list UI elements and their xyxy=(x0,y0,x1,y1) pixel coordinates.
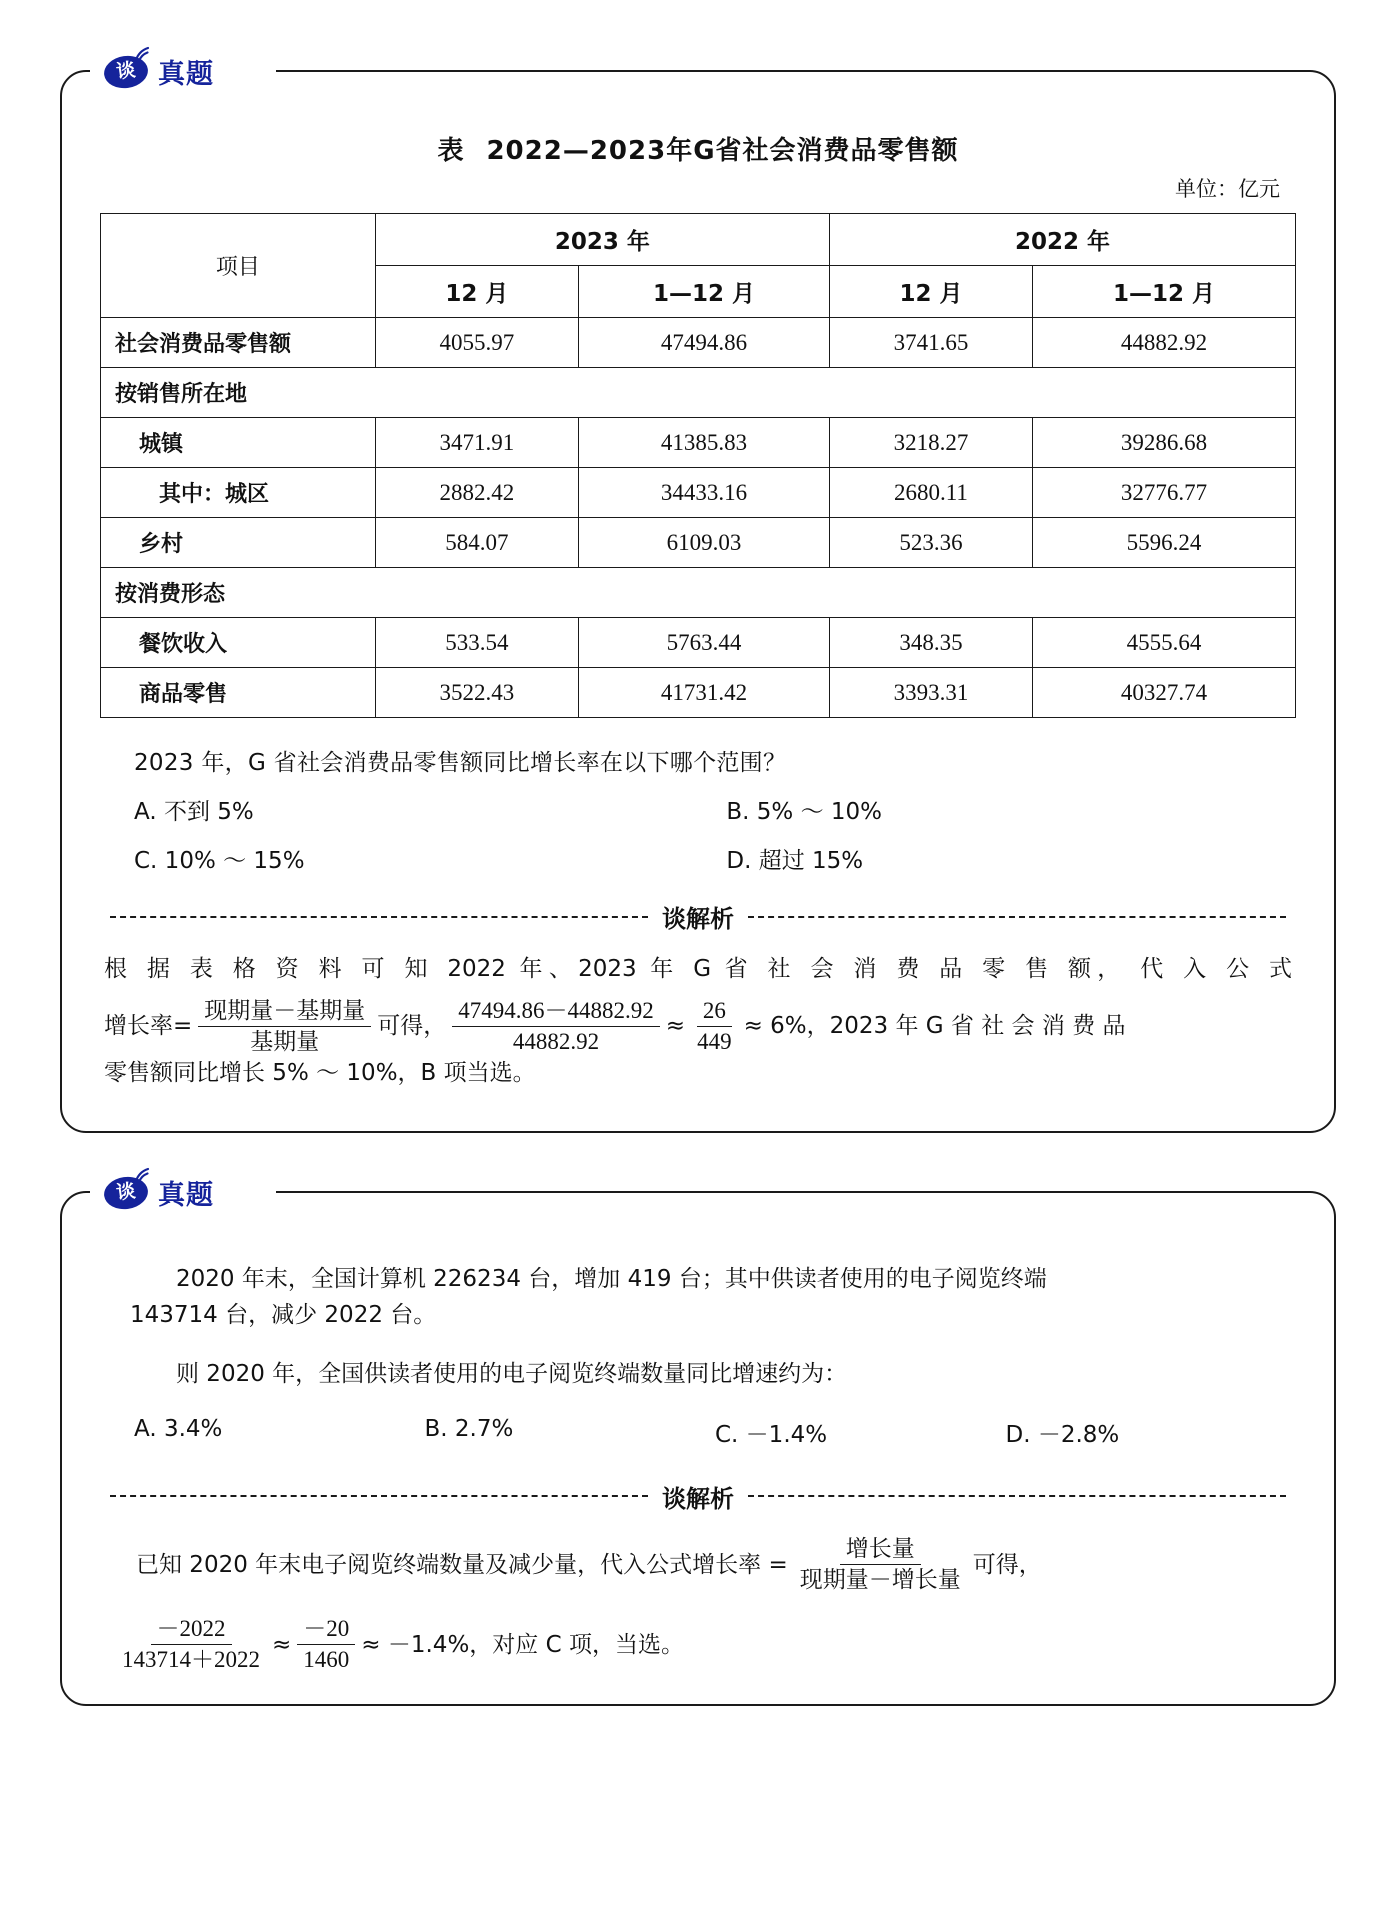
analysis-line-2 xyxy=(110,1616,1286,1674)
cell-value: 3218.27 xyxy=(829,418,1032,468)
growth-rate-label: 增长率= xyxy=(104,1013,193,1040)
table-unit: 单位：亿元 xyxy=(1175,177,1280,201)
fraction-denominator: 1460 xyxy=(303,1647,350,1673)
table-row xyxy=(101,418,1296,468)
table-row xyxy=(101,368,1296,418)
cell-value: 2680.11 xyxy=(829,468,1032,518)
header-2023-dec: 12 月 xyxy=(375,266,578,318)
analysis-line-3: 零售额同比增长 5% ～ 10%，B 项当选。 xyxy=(104,1059,536,1086)
fraction-denominator: 143714＋2022 xyxy=(122,1647,260,1673)
cell-value: 584.07 xyxy=(375,518,578,568)
approx-sign-1: ≈ xyxy=(272,1631,292,1658)
analysis-body xyxy=(110,1536,1286,1674)
table-row xyxy=(101,618,1296,668)
option-b[interactable]: B. 2.7% xyxy=(424,1415,514,1442)
wifi-wave-icon xyxy=(133,46,151,64)
row-label: 其中：城区 xyxy=(101,468,376,518)
fraction-numerator: －20 xyxy=(297,1616,355,1645)
cell-value: 2882.42 xyxy=(375,468,578,518)
approx-result: ≈ －1.4%， xyxy=(361,1631,493,1658)
cell-value: 6109.03 xyxy=(578,518,829,568)
cell-value: 41385.83 xyxy=(578,418,829,468)
fraction-numerator: 现期量－基期量 xyxy=(198,998,371,1027)
question-card-2 xyxy=(60,1179,1336,1706)
divider-dash-left xyxy=(110,916,648,918)
table-row xyxy=(101,518,1296,568)
cell-value: 39286.68 xyxy=(1033,418,1296,468)
fraction-growth-definition xyxy=(198,998,371,1056)
cell-value: 41731.42 xyxy=(578,668,829,718)
fraction-denominator: 现期量－增长量 xyxy=(799,1567,961,1593)
header-year-2023: 2023 年 xyxy=(375,214,829,266)
analysis-text-1: 已知 2020 年末电子阅览终端数量及减少量，代入公式增长率 = xyxy=(136,1551,788,1578)
cell-value: 348.35 xyxy=(829,618,1032,668)
row-label: 餐饮收入 xyxy=(101,618,376,668)
cell-value: 34433.16 xyxy=(578,468,829,518)
row-section-label: 按销售所在地 xyxy=(101,368,1296,418)
table-row xyxy=(101,468,1296,518)
analysis-tail-1: 2023 年 G 省 社 会 消 费 品 xyxy=(829,1013,1126,1040)
divider-dash-right xyxy=(748,1495,1286,1497)
option-a[interactable]: A. 不到 5% xyxy=(134,799,254,825)
row-label: 乡村 xyxy=(101,518,376,568)
approx-result: ≈ 6%， xyxy=(743,1013,830,1040)
header-item: 项目 xyxy=(101,214,376,318)
analysis-tail: 对应 C 项，当选。 xyxy=(492,1631,684,1658)
stem-paragraph-2: 则 2020 年，全国供读者使用的电子阅览终端数量同比增速约为： xyxy=(176,1360,848,1387)
cell-value: 44882.92 xyxy=(1033,318,1296,368)
row-label: 商品零售 xyxy=(101,668,376,718)
options-list xyxy=(134,793,1296,875)
fraction-simplified xyxy=(691,998,738,1056)
option-a[interactable]: A. 3.4% xyxy=(134,1415,223,1442)
analysis-body xyxy=(104,952,1292,1091)
cell-value: 4055.97 xyxy=(375,318,578,368)
header-2023-jan-dec: 1—12 月 xyxy=(578,266,829,318)
zhenti-badge xyxy=(98,1163,230,1221)
fraction-computation xyxy=(452,998,660,1056)
analysis-divider xyxy=(110,899,1286,934)
cell-value: 533.54 xyxy=(375,618,578,668)
table-title-prefix: 表 xyxy=(437,136,465,166)
fraction-computation xyxy=(116,1616,266,1674)
fraction-numerator: 增长量 xyxy=(840,1536,921,1565)
analysis-line-1: 根 据 表 格 资 料 可 知 2022 年、2023 年 G 省 社 会 消 费 品 零 售 额， 代 入 公 式 xyxy=(104,956,1292,982)
table-title-text: 2022—2023年G省社会消费品零售额 xyxy=(486,136,959,166)
header-year-2022: 2022 年 xyxy=(829,214,1295,266)
header-2022-jan-dec: 1—12 月 xyxy=(1033,266,1296,318)
fraction-numerator: －2022 xyxy=(151,1616,232,1645)
logo-icon xyxy=(104,48,150,94)
table-row xyxy=(101,668,1296,718)
row-label: 城镇 xyxy=(101,418,376,468)
fraction-numerator: 47494.86－44882.92 xyxy=(452,998,660,1027)
row-section-label: 按消费形态 xyxy=(101,568,1296,618)
fraction-growth-definition xyxy=(794,1536,967,1594)
fraction-simplified xyxy=(297,1616,355,1674)
cell-value: 3522.43 xyxy=(375,668,578,718)
fraction-denominator: 基期量 xyxy=(250,1029,320,1055)
cell-value: 40327.74 xyxy=(1033,668,1296,718)
table-header-row-1 xyxy=(101,214,1296,266)
header-2022-dec: 12 月 xyxy=(829,266,1032,318)
badge-label: 真题 xyxy=(158,58,214,90)
fraction-numerator: 26 xyxy=(697,998,732,1027)
cell-value: 32776.77 xyxy=(1033,468,1296,518)
stem-paragraph-1-cont: 143714 台，减少 2022 台。 xyxy=(130,1302,437,1329)
row-label: 社会消费品零售额 xyxy=(101,318,376,368)
divider-dash-right xyxy=(748,916,1286,918)
options-list xyxy=(134,1416,1296,1449)
analysis-line-1 xyxy=(136,1536,1286,1594)
fraction-denominator: 449 xyxy=(697,1029,732,1055)
logo-icon xyxy=(104,1169,150,1215)
fraction-denominator: 44882.92 xyxy=(512,1029,600,1055)
divider-label: 谈解析 xyxy=(662,905,734,933)
option-c[interactable]: C. 10% ～ 15% xyxy=(134,848,305,874)
cell-value: 3471.91 xyxy=(375,418,578,468)
cell-value: 47494.86 xyxy=(578,318,829,368)
option-c[interactable]: C. －1.4% xyxy=(715,1421,828,1448)
zhenti-badge xyxy=(98,42,230,100)
option-b[interactable]: B. 5% ～ 10% xyxy=(726,799,883,825)
question-stem: 2023 年，G 省社会消费品零售额同比增长率在以下哪个范围？ xyxy=(134,750,787,776)
option-d[interactable]: D. －2.8% xyxy=(1005,1421,1120,1448)
analysis-after-fraction: 可得， xyxy=(377,1013,447,1040)
cell-value: 4555.64 xyxy=(1033,618,1296,668)
retail-sales-table xyxy=(100,213,1296,718)
question-card-1 xyxy=(60,58,1336,1133)
wifi-wave-icon xyxy=(133,1167,151,1185)
cell-value: 523.36 xyxy=(829,518,1032,568)
cell-value: 3741.65 xyxy=(829,318,1032,368)
cell-value: 3393.31 xyxy=(829,668,1032,718)
logo-char: 谈 xyxy=(115,1180,137,1205)
cell-value: 5763.44 xyxy=(578,618,829,668)
logo-char: 谈 xyxy=(115,59,137,84)
table-row xyxy=(101,318,1296,368)
approx-sign-1: ≈ xyxy=(665,1013,686,1040)
divider-dash-left xyxy=(110,1495,648,1497)
divider-label: 谈解析 xyxy=(662,1484,734,1513)
option-d[interactable]: D. 超过 15% xyxy=(726,848,864,874)
cell-value: 5596.24 xyxy=(1033,518,1296,568)
analysis-divider xyxy=(110,1479,1286,1514)
badge-label: 真题 xyxy=(158,1179,214,1211)
stem-paragraph-1: 2020 年末，全国计算机 226234 台，增加 419 台；其中供读者使用的电子阅览终端 xyxy=(176,1266,1047,1293)
table-title xyxy=(100,130,1296,167)
analysis-formula-line xyxy=(104,998,1292,1056)
analysis-after-fraction: 可得， xyxy=(972,1551,1042,1578)
table-row xyxy=(101,568,1296,618)
